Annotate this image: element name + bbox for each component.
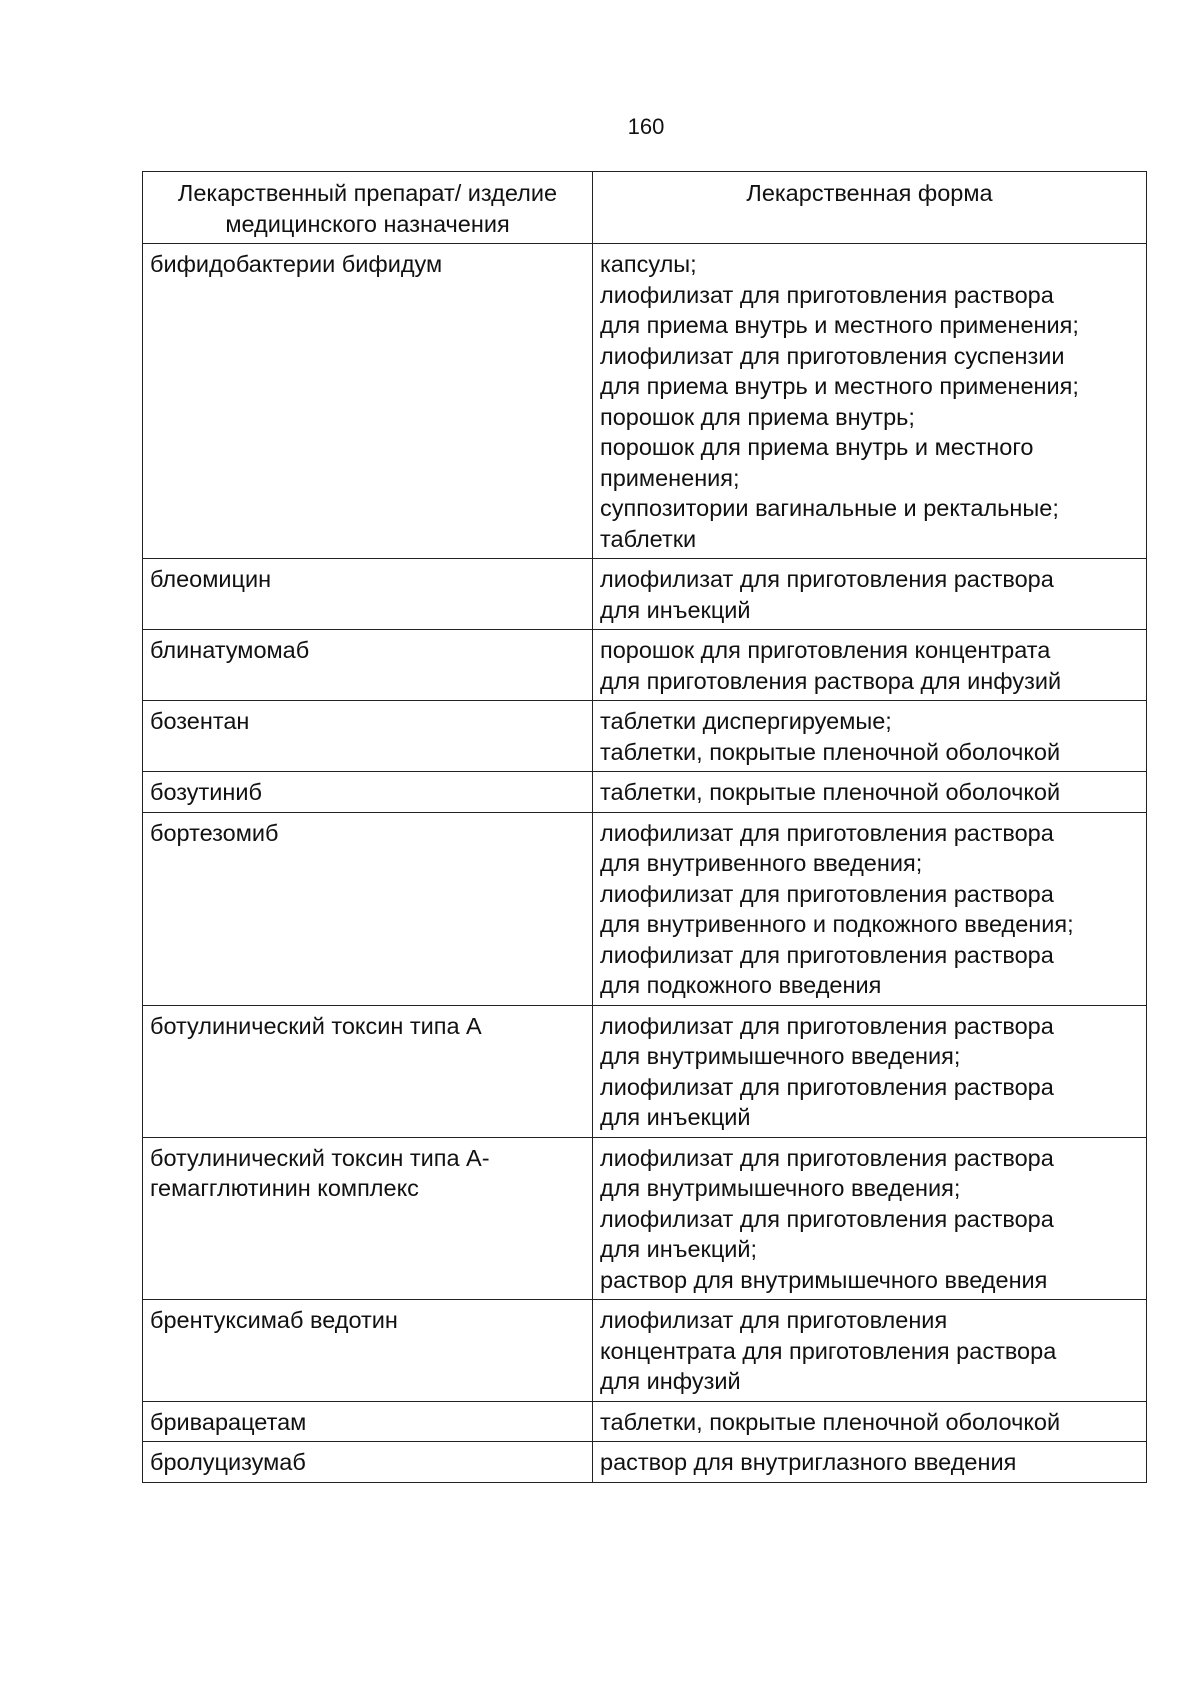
table-row xyxy=(143,812,1147,1005)
dosage-form-line: лиофилизат для приготовления раствора xyxy=(600,1073,1054,1100)
dosage-form-line: лиофилизат для приготовления xyxy=(600,1307,948,1333)
dosage-form-line: порошок для приема внутрь; xyxy=(600,403,915,430)
table-row xyxy=(143,1137,1147,1300)
header-form: Лекарственная форма xyxy=(593,172,1147,244)
drug-name-cell: блинатумомаб xyxy=(143,630,593,701)
dosage-form-line: таблетки xyxy=(600,525,697,552)
dosage-form-line: таблетки, покрытые пленочной оболочкой xyxy=(600,1408,1061,1435)
table-row xyxy=(143,559,1147,630)
dosage-form-cell xyxy=(593,244,1147,559)
dosage-form-line: для приема внутрь и местного применения; xyxy=(600,312,1079,338)
dosage-form-line: раствор для внутриглазного введения xyxy=(600,1449,1017,1475)
page-number: 160 xyxy=(627,114,665,139)
dosage-form-line: для подкожного введения xyxy=(600,972,882,998)
dosage-form-line: для внутримышечного введения; xyxy=(600,1043,961,1069)
dosage-form-line: лиофилизат для приготовления раствора xyxy=(600,941,1054,968)
dosage-form-line: порошок для приготовления концентрата xyxy=(600,637,1051,663)
dosage-form-line: для инъекций; xyxy=(600,1236,758,1262)
drug-name-cell: ботулинический токсин типа А-гемагглютинин комплекс xyxy=(143,1137,593,1300)
dosage-form-line: концентрата для приготовления раствора xyxy=(600,1337,1057,1364)
drug-name-cell: бозентан xyxy=(143,701,593,772)
dosage-form-line: для внутривенного и подкожного введения; xyxy=(600,911,1074,937)
dosage-form-cell xyxy=(593,1005,1147,1137)
dosage-form-line: таблетки, покрытые пленочной оболочкой xyxy=(600,738,1061,765)
dosage-form-cell xyxy=(593,1300,1147,1402)
dosage-form-line: для внутривенного введения; xyxy=(600,850,923,876)
table-header-row xyxy=(143,172,1147,244)
dosage-form-line: таблетки, покрытые пленочной оболочкой xyxy=(600,779,1061,805)
table-row xyxy=(143,1300,1147,1402)
dosage-form-line: лиофилизат для приготовления раствора xyxy=(600,281,1054,308)
dosage-form-line: капсулы; xyxy=(600,251,697,277)
drug-name-cell: бриварацетам xyxy=(143,1401,593,1442)
table-row xyxy=(143,1401,1147,1442)
dosage-form-line: таблетки диспергируемые; xyxy=(600,708,892,734)
dosage-form-line: для приема внутрь и местного применения; xyxy=(600,373,1079,399)
dosage-form-cell xyxy=(593,1401,1147,1442)
table-body xyxy=(143,244,1147,1483)
dosage-form-line: для инъекций xyxy=(600,1104,751,1130)
drug-name-cell: брентуксимаб ведотин xyxy=(143,1300,593,1402)
dosage-form-line: для инъекций xyxy=(600,596,751,623)
dosage-form-line: лиофилизат для приготовления раствора xyxy=(600,1012,1054,1039)
dosage-form-line: лиофилизат для приготовления раствора xyxy=(600,566,1054,592)
drug-name-cell: бозутиниб xyxy=(143,772,593,813)
dosage-form-line: лиофилизат для приготовления суспензии xyxy=(600,342,1065,369)
drug-name-cell: блеомицин xyxy=(143,559,593,630)
dosage-form-line: для приготовления раствора для инфузий xyxy=(600,667,1062,694)
dosage-form-line: применения; xyxy=(600,464,740,491)
table-row xyxy=(143,701,1147,772)
dosage-form-line: раствор для внутримышечного введения xyxy=(600,1266,1048,1293)
dosage-form-cell xyxy=(593,812,1147,1005)
dosage-form-line: для инфузий xyxy=(600,1368,741,1394)
drug-name-cell: бифидобактерии бифидум xyxy=(143,244,593,559)
dosage-form-cell xyxy=(593,701,1147,772)
dosage-form-line: лиофилизат для приготовления раствора xyxy=(600,819,1054,846)
table-row xyxy=(143,1442,1147,1483)
table-row xyxy=(143,772,1147,813)
dosage-form-cell xyxy=(593,630,1147,701)
dosage-form-cell xyxy=(593,772,1147,813)
table-row xyxy=(143,244,1147,559)
drug-name-cell: бролуцизумаб xyxy=(143,1442,593,1483)
drug-name-cell: ботулинический токсин типа А xyxy=(143,1005,593,1137)
header-drug: Лекарственный препарат/ изделие медицинского назначения xyxy=(143,172,593,244)
dosage-form-line: лиофилизат для приготовления раствора xyxy=(600,880,1054,907)
dosage-form-line: лиофилизат для приготовления раствора xyxy=(600,1144,1054,1171)
dosage-form-cell xyxy=(593,559,1147,630)
dosage-form-line: порошок для приема внутрь и местного xyxy=(600,434,1034,460)
drug-name-cell: бортезомиб xyxy=(143,812,593,1005)
dosage-form-line: для внутримышечного введения; xyxy=(600,1175,961,1201)
dosage-form-line: лиофилизат для приготовления раствора xyxy=(600,1205,1054,1232)
dosage-form-cell xyxy=(593,1442,1147,1483)
dosage-form-line: суппозитории вагинальные и ректальные; xyxy=(600,495,1059,521)
dosage-form-cell xyxy=(593,1137,1147,1300)
table-row xyxy=(143,630,1147,701)
drug-table xyxy=(142,171,1147,1483)
table-row xyxy=(143,1005,1147,1137)
